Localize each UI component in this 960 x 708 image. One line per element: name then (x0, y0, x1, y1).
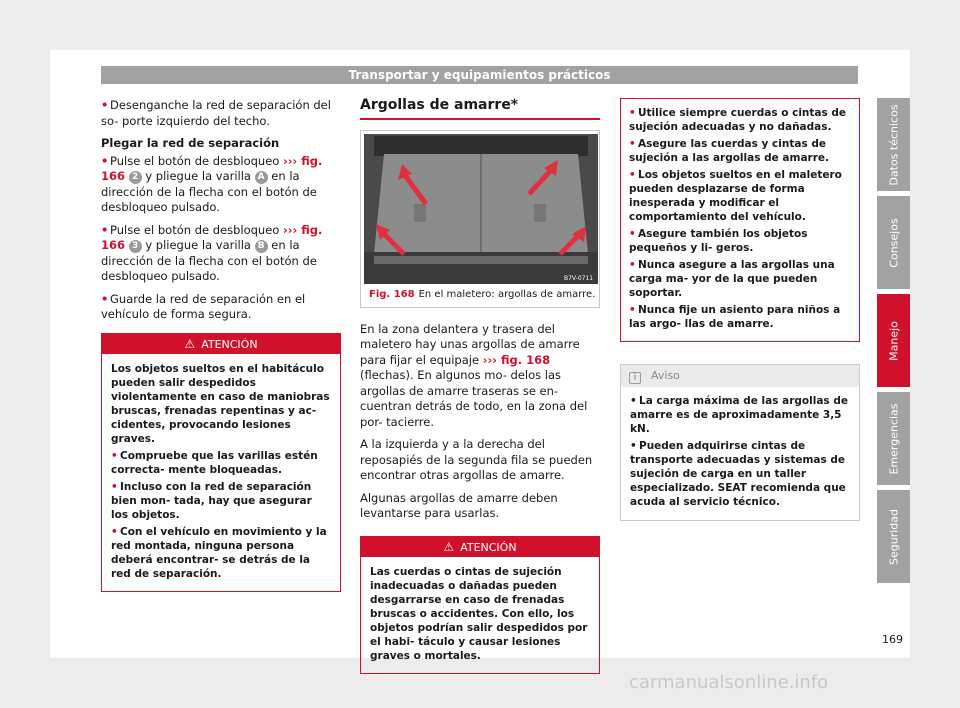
paragraph-2: A la izquierda y a la derecha del reposapiés de la segunda fila se pueden encontrar otras argollas de amarre. (360, 437, 593, 482)
warning-item (629, 168, 851, 224)
warning-item-text: Nunca asegure a las argollas una carga ma- yor de la que pueden soportar. (629, 259, 835, 299)
warning-header (102, 334, 340, 354)
bullet-icon: • (629, 169, 636, 181)
warning-item-text: Asegure las cuerdas y cintas de sujeción a las argollas de amarre. (629, 138, 829, 164)
warning-text: Las cuerdas o cintas de sujeción inadecuadas o dañadas pueden desgarrarse en caso de frenadas bruscas o accidentes. Con ello, los objetos podrían salir despedidos por el habi- táculo y causar lesiones graves o mortales. (370, 565, 588, 662)
figure-caption-text: En el maletero: argollas de amarre. (418, 289, 596, 300)
figure-code: B7V-0711 (564, 274, 594, 282)
note-body (621, 387, 859, 520)
tab-datos-tecnicos[interactable] (877, 98, 910, 191)
warning-item (111, 449, 332, 477)
warning-text: Los objetos sueltos en el habitáculo pueden salir despedidos violentamente en caso de maniobras bruscas, frenadas repentinas y ac- cidentes, provocando lesiones graves. (111, 362, 330, 445)
warning-item-text: Con el vehículo en movimiento y la red montada, ninguna persona deberá encontrar- se detrás de la red de separación. (111, 525, 327, 580)
step-2-pre: Pulse el botón de desbloqueo (110, 222, 280, 237)
page-number: 169 (882, 633, 903, 646)
sub-heading: Plegar la red de separación (101, 136, 280, 150)
paragraph-1-pre: En la zona delantera y trasera del maletero hay unas argollas de amarre para fijar el equipaje (360, 321, 580, 367)
warning-item (629, 258, 851, 300)
step-1 (101, 154, 341, 216)
watermark: carmanualsonline.info (629, 672, 829, 693)
bullet-icon: • (101, 291, 109, 306)
warning-title: ATENCIÓN (460, 540, 517, 554)
bullet-icon: • (629, 138, 636, 150)
info-icon: i (629, 372, 641, 384)
warning-item (629, 137, 851, 165)
step-1-pre: Pulse el botón de desbloqueo (110, 153, 280, 168)
warning-item-text: Nunca fije un asiento para niños a las argo- llas de amarre. (629, 304, 841, 330)
column-left (101, 98, 341, 592)
tab-label: Datos técnicos (887, 103, 900, 186)
bullet-icon: • (630, 395, 637, 407)
bullet-icon: • (111, 480, 118, 493)
callout-number: 3 (129, 240, 142, 253)
warning-item (111, 480, 332, 522)
paragraph-1-post: (flechas). En algunos mo- delos las argollas de amarre traseras se en- cuentran detrás de todo, en la zona del por- tacierre. (360, 368, 588, 429)
warning-box (360, 536, 600, 674)
section-title: Argollas de amarre* (360, 98, 600, 120)
warning-item-text: Utilice siempre cuerdas o cintas de sujeción adecuadas y no dañadas. (629, 107, 847, 133)
bullet-icon: • (629, 107, 636, 119)
warning-triangle-icon: ⚠ (184, 336, 196, 351)
note-box (620, 364, 860, 521)
warning-triangle-icon: ⚠ (443, 539, 455, 554)
step-2 (101, 223, 341, 285)
bullet-icon: • (629, 259, 636, 271)
step-2-post: en la dirección de la flecha con el botón de desbloqueo pulsado. (101, 238, 317, 283)
step-1-mid: y pliegue la varilla (145, 169, 251, 183)
figure-label: Fig. 168 (369, 289, 415, 300)
tab-label: Manejo (887, 320, 900, 361)
bullet-icon: • (111, 525, 118, 538)
callout-number: 2 (129, 171, 142, 184)
bullet-icon: • (629, 228, 636, 240)
body-text (360, 322, 600, 522)
tab-label: Consejos (887, 217, 900, 268)
warning-body (361, 557, 599, 673)
figure-link[interactable]: ››› fig. 166 (101, 222, 323, 252)
warning-item (629, 303, 851, 331)
step-1-post: en la dirección de la flecha con el botón de desbloqueo pulsado. (101, 169, 317, 214)
warning-item (629, 106, 851, 134)
warning-title: ATENCIÓN (201, 337, 258, 351)
warning-item-text: Los objetos sueltos en el maletero pueden desplazarse de forma inesperada y modificar el comportamiento del vehículo. (629, 169, 842, 223)
intro-text: Desenganche la red de separación del so- porte izquierdo del techo. (101, 98, 331, 128)
warning-item (629, 227, 851, 255)
note-item (630, 394, 851, 436)
note-item-text: La carga máxima de las argollas de amarre es de aproximadamente 3,5 kN. (630, 395, 848, 435)
note-header (621, 365, 859, 387)
warning-continued-box (620, 98, 860, 342)
bullet-icon: • (101, 222, 109, 237)
tab-seguridad[interactable] (877, 490, 910, 583)
paragraph-1 (360, 322, 600, 431)
figure-caption (369, 287, 595, 303)
note-title: Aviso (651, 369, 680, 382)
bullet-icon: • (101, 153, 109, 168)
intro-step (101, 98, 341, 129)
paragraph-3: Algunas argollas de amarre deben levantarse para usarlas. (360, 490, 558, 520)
trunk-photo (364, 134, 598, 284)
figure-link[interactable]: ››› fig. 166 (101, 153, 323, 183)
tab-manejo[interactable] (877, 294, 910, 387)
tab-label: Seguridad (887, 508, 900, 565)
note-item (630, 439, 851, 509)
column-middle (360, 98, 600, 674)
bullet-icon: • (111, 449, 118, 462)
warning-body (102, 354, 340, 591)
callout-letter: A (255, 171, 268, 184)
figure-168 (360, 130, 600, 308)
warning-item-text: Asegure también los objetos pequeños y li- geros. (629, 228, 808, 254)
tab-emergencias[interactable] (877, 392, 910, 485)
note-item-text: Pueden adquirirse cintas de transporte adecuadas y sistemas de sujeción de carga en un taller especializado. SEAT recomienda que acuda al servicio técnico. (630, 440, 846, 508)
figure-link[interactable]: ››› fig. 168 (482, 352, 551, 367)
warning-box (101, 333, 341, 592)
bullet-icon: • (101, 98, 109, 112)
tab-consejos[interactable] (877, 196, 910, 289)
bullet-icon: • (630, 440, 637, 452)
tab-label: Emergencias (887, 402, 900, 475)
warning-item-text: Incluso con la red de separación bien mon- tada, hay que asegurar los objetos. (111, 480, 312, 521)
page-header-title: Transportar y equipamientos prácticos (101, 66, 858, 84)
step-2-mid: y pliegue la varilla (145, 238, 251, 252)
warning-item (111, 525, 332, 581)
step-3 (101, 292, 341, 323)
callout-letter: B (255, 240, 268, 253)
warning-item-text: Compruebe que las varillas estén correcta- mente bloqueadas. (111, 449, 318, 476)
step-3-text: Guarde la red de separación en el vehículo de forma segura. (101, 291, 306, 321)
bullet-icon: • (629, 304, 636, 316)
warning-header (361, 537, 599, 557)
column-right (620, 98, 860, 521)
